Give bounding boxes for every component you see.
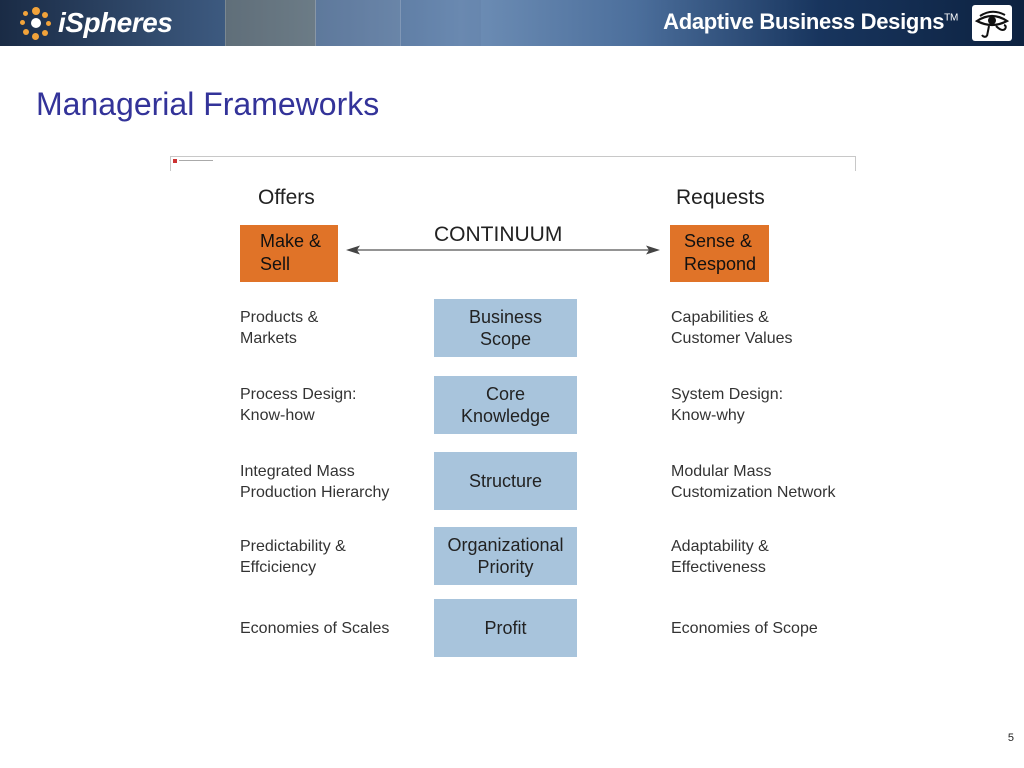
make-and-sell-box: Make & Sell [240, 225, 338, 282]
banner-photo-panel [400, 0, 481, 46]
row-4-left-text: Predictability & Effciciency [240, 538, 346, 576]
page-title: Managerial Frameworks [36, 86, 380, 122]
banner-photo-panel [315, 0, 401, 46]
requests-heading: Requests [676, 186, 765, 209]
page-number: 5 [1007, 732, 1014, 744]
row-5-left-text: Economies of Scales [240, 620, 390, 637]
continuum-label: CONTINUUM [434, 223, 563, 246]
sense-and-respond-box: Sense & Respond [670, 225, 769, 282]
core-knowledge-box: Core Knowledge [434, 376, 577, 434]
business-scope-box: Business Scope [434, 299, 577, 357]
figure-frame-caption-line [179, 160, 213, 161]
banner-photo-panel [225, 0, 316, 46]
row-3-right-text: Modular Mass Customization Network [671, 463, 836, 501]
organizational-priority-box: Organizational Priority [434, 527, 577, 585]
profit-box: Profit [434, 599, 577, 657]
logo-text: iSpheres [58, 7, 173, 38]
spheres-logo-icon [18, 5, 54, 41]
row-1-right-text: Capabilities & Customer Values [671, 309, 793, 347]
eye-icon [972, 5, 1012, 41]
double-arrow-icon [346, 243, 660, 257]
row-3-left-text: Integrated Mass Production Hierarchy [240, 463, 390, 501]
row-2-right-text: System Design: Know-why [671, 386, 784, 424]
brand-name [663, 9, 958, 35]
ispheres-logo [18, 4, 172, 42]
figure-frame [170, 156, 856, 171]
structure-box: Structure [434, 452, 577, 510]
header-banner [0, 0, 1024, 46]
row-1-left-text: Products & Markets [240, 309, 319, 347]
figure-frame-marker [173, 159, 177, 163]
row-2-left-text: Process Design: Know-how [240, 386, 357, 424]
offers-heading: Offers [258, 186, 315, 209]
row-5-right-text: Economies of Scope [671, 620, 818, 637]
brand-text: Adaptive Business Designs [663, 9, 945, 34]
trademark-mark: TM [944, 12, 958, 24]
row-4-right-text: Adaptability & Effectiveness [671, 538, 769, 576]
